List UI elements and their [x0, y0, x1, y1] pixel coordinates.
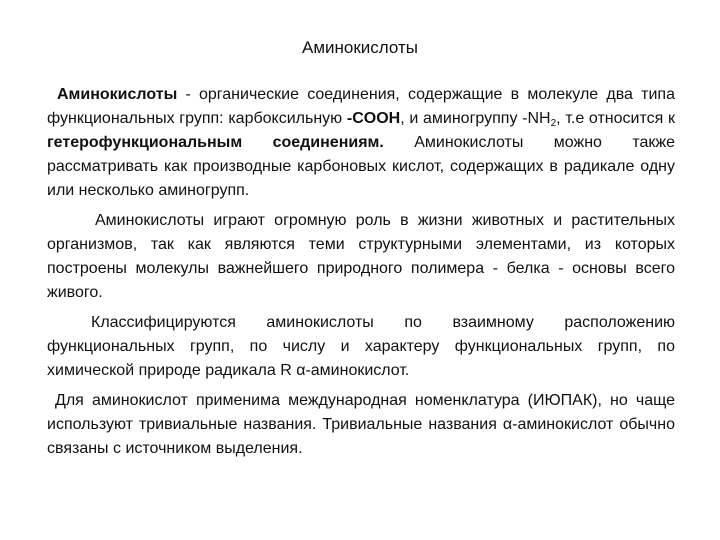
definition-text-4: Аминокислоты можно также рассматривать как производные карбоновых кислот, содержащих в радикале одну или несколько аминогрупп. [47, 134, 675, 199]
term-heterofunctional: гетерофункциональным соединениям. [47, 134, 384, 151]
paragraph-classification: Классифицируются аминокислоты по взаимному расположению функциональных групп, по числу и характеру функциональных групп, по химической природе радикала R α-аминокислот. [47, 314, 675, 379]
formula-cooh: -COOH [346, 110, 401, 127]
term-aminoacids: Аминокислоты [57, 86, 178, 103]
paragraph-definition [47, 83, 675, 203]
slide-title: Аминокислоты [302, 38, 418, 57]
definition-text-2: , и аминогруппу -NH [400, 110, 551, 127]
paragraph-nomenclature: Для аминокислот применима международная номенклатура (ИЮПАК), но чаще используют тривиальные названия. Тривиальные названия α-аминокислот обычно связаны с источником выделения. [47, 392, 675, 457]
paragraph-role: Аминокислоты играют огромную роль в жизни животных и растительных организмов, так как являются теми структурными элементами, из которых построены молекулы важнейшего природного полимера - белка - основы всего живого. [47, 212, 675, 301]
slide-body [47, 83, 675, 467]
definition-text-1: - органические соединения, содержащие в молекуле два типа функциональных групп: карбоксильную [47, 86, 675, 127]
definition-text-3: , т.е относится к [556, 110, 675, 127]
formula-nh-subscript: 2 [550, 118, 557, 129]
